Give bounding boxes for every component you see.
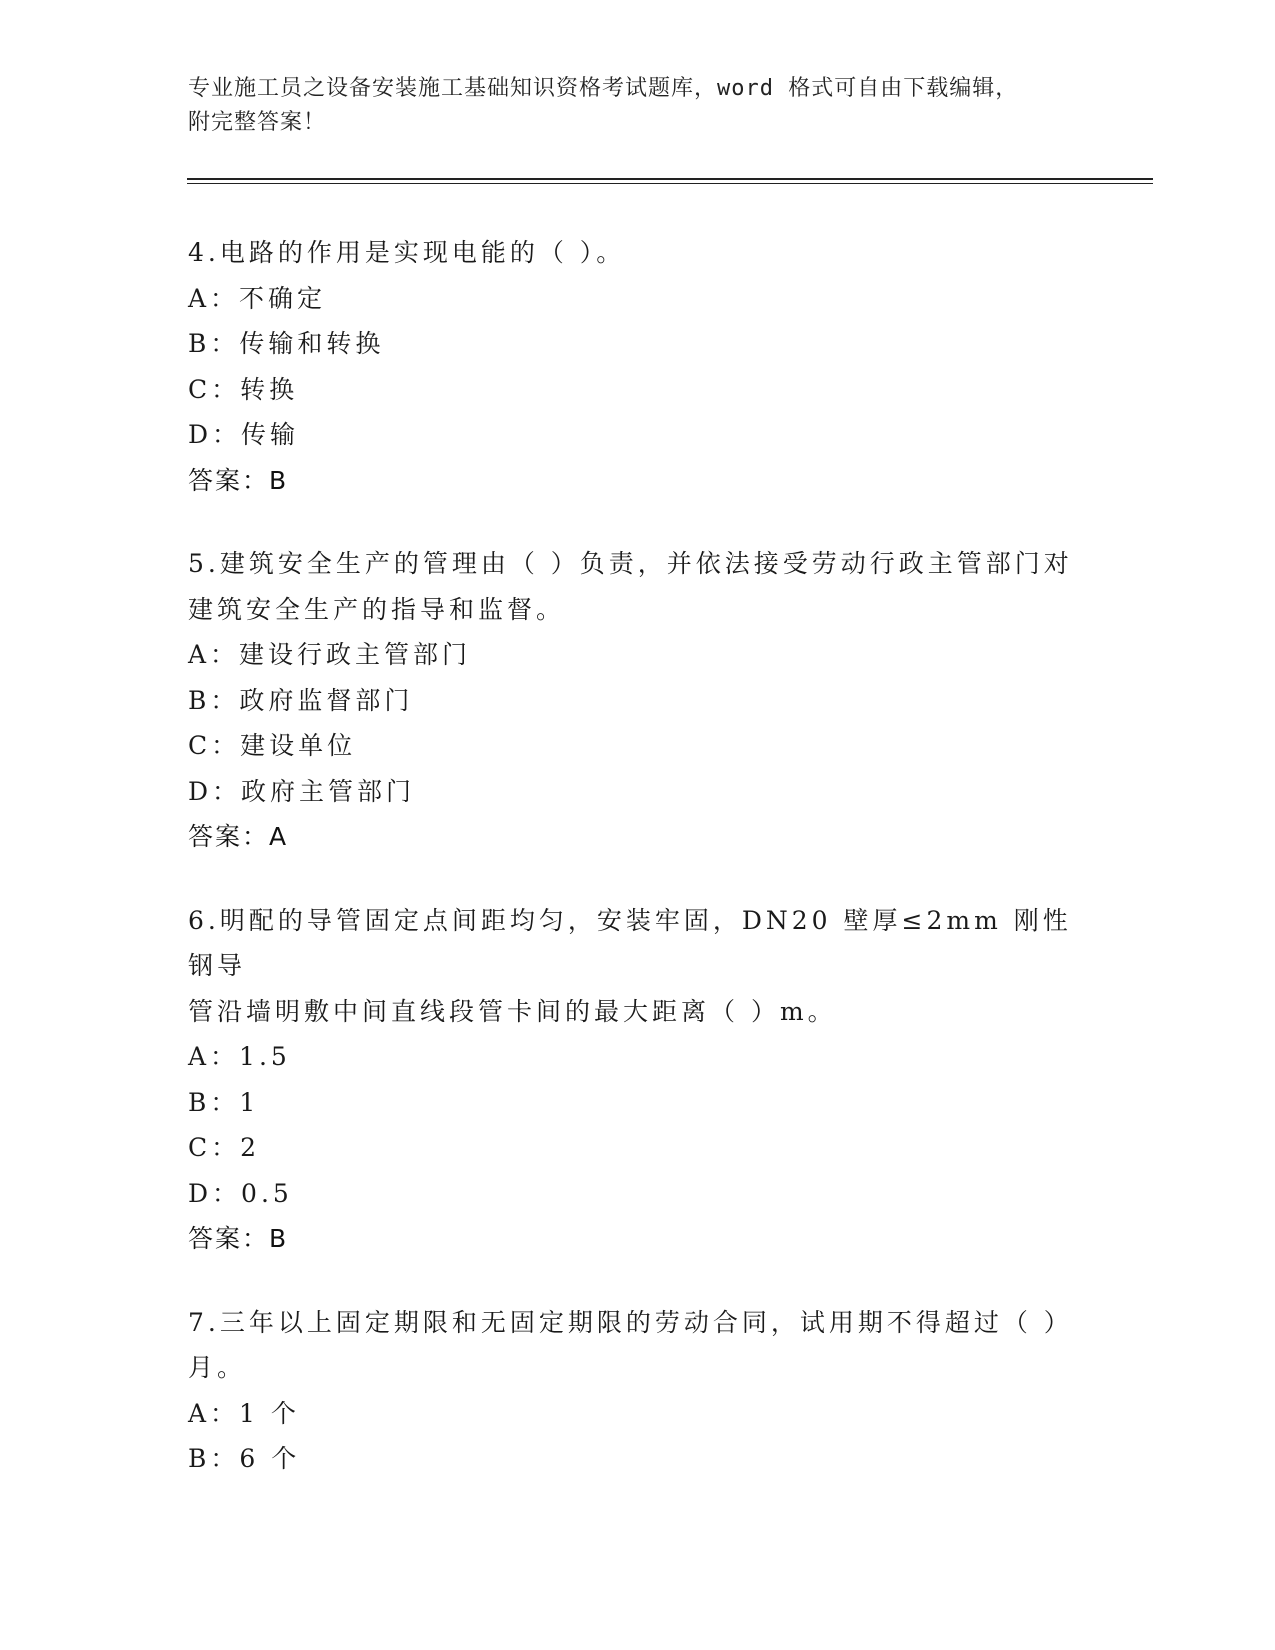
question-item [188, 230, 1088, 503]
option-b: B：政府监督部门 [188, 685, 414, 715]
option-b: B：1 [188, 1087, 260, 1117]
question-stem: 4.电路的作用是实现电能的（ ）。 [188, 238, 626, 267]
option-c: C：转换 [188, 374, 299, 404]
question-stem: 6.明配的导管固定点间距均匀，安装牢固，DN20 壁厚≤2mm 刚性钢导 [188, 905, 1072, 980]
answer-line: 答案：B [188, 1224, 289, 1253]
option-d: D：政府主管部门 [188, 776, 416, 806]
option-a: A：1.5 [188, 1042, 291, 1071]
header-line: 附完整答案！ [188, 110, 327, 135]
option-b: B：传输和转换 [188, 329, 385, 358]
option-a: A：建设行政主管部门 [188, 640, 472, 669]
header-line: 专业施工员之设备安装施工基础知识资格考试题库，word 格式可自由下载编辑， [188, 76, 1019, 101]
document-header [188, 72, 1088, 140]
question-list [188, 230, 1088, 1520]
option-c: C：建设单位 [188, 731, 357, 760]
option-a: A：1 个 [188, 1398, 300, 1428]
answer-line: 答案：A [188, 822, 289, 851]
option-d: D：0.5 [188, 1178, 293, 1208]
option-c: C：2 [188, 1133, 261, 1162]
question-stem: 5.建筑安全生产的管理由（ ）负责，并依法接受劳动行政主管部门对 [188, 549, 1073, 578]
option-d: D：传输 [188, 420, 300, 449]
question-stem: 7.三年以上固定期限和无固定期限的劳动合同，试用期不得超过（ ） [188, 1307, 1073, 1337]
header-divider [187, 178, 1153, 180]
question-item [188, 1300, 1088, 1482]
option-a: A：不确定 [188, 283, 327, 313]
question-stem-continued: 管沿墙明敷中间直线段管卡间的最大距离（ ）m。 [188, 996, 837, 1026]
question-stem-continued: 月。 [188, 1353, 247, 1382]
question-item [188, 541, 1088, 860]
question-item [188, 898, 1088, 1262]
question-stem-continued: 建筑安全生产的指导和监督。 [188, 594, 566, 624]
answer-line: 答案：B [188, 465, 289, 495]
header-divider-thin [187, 183, 1153, 184]
option-b: B：6 个 [188, 1444, 301, 1473]
